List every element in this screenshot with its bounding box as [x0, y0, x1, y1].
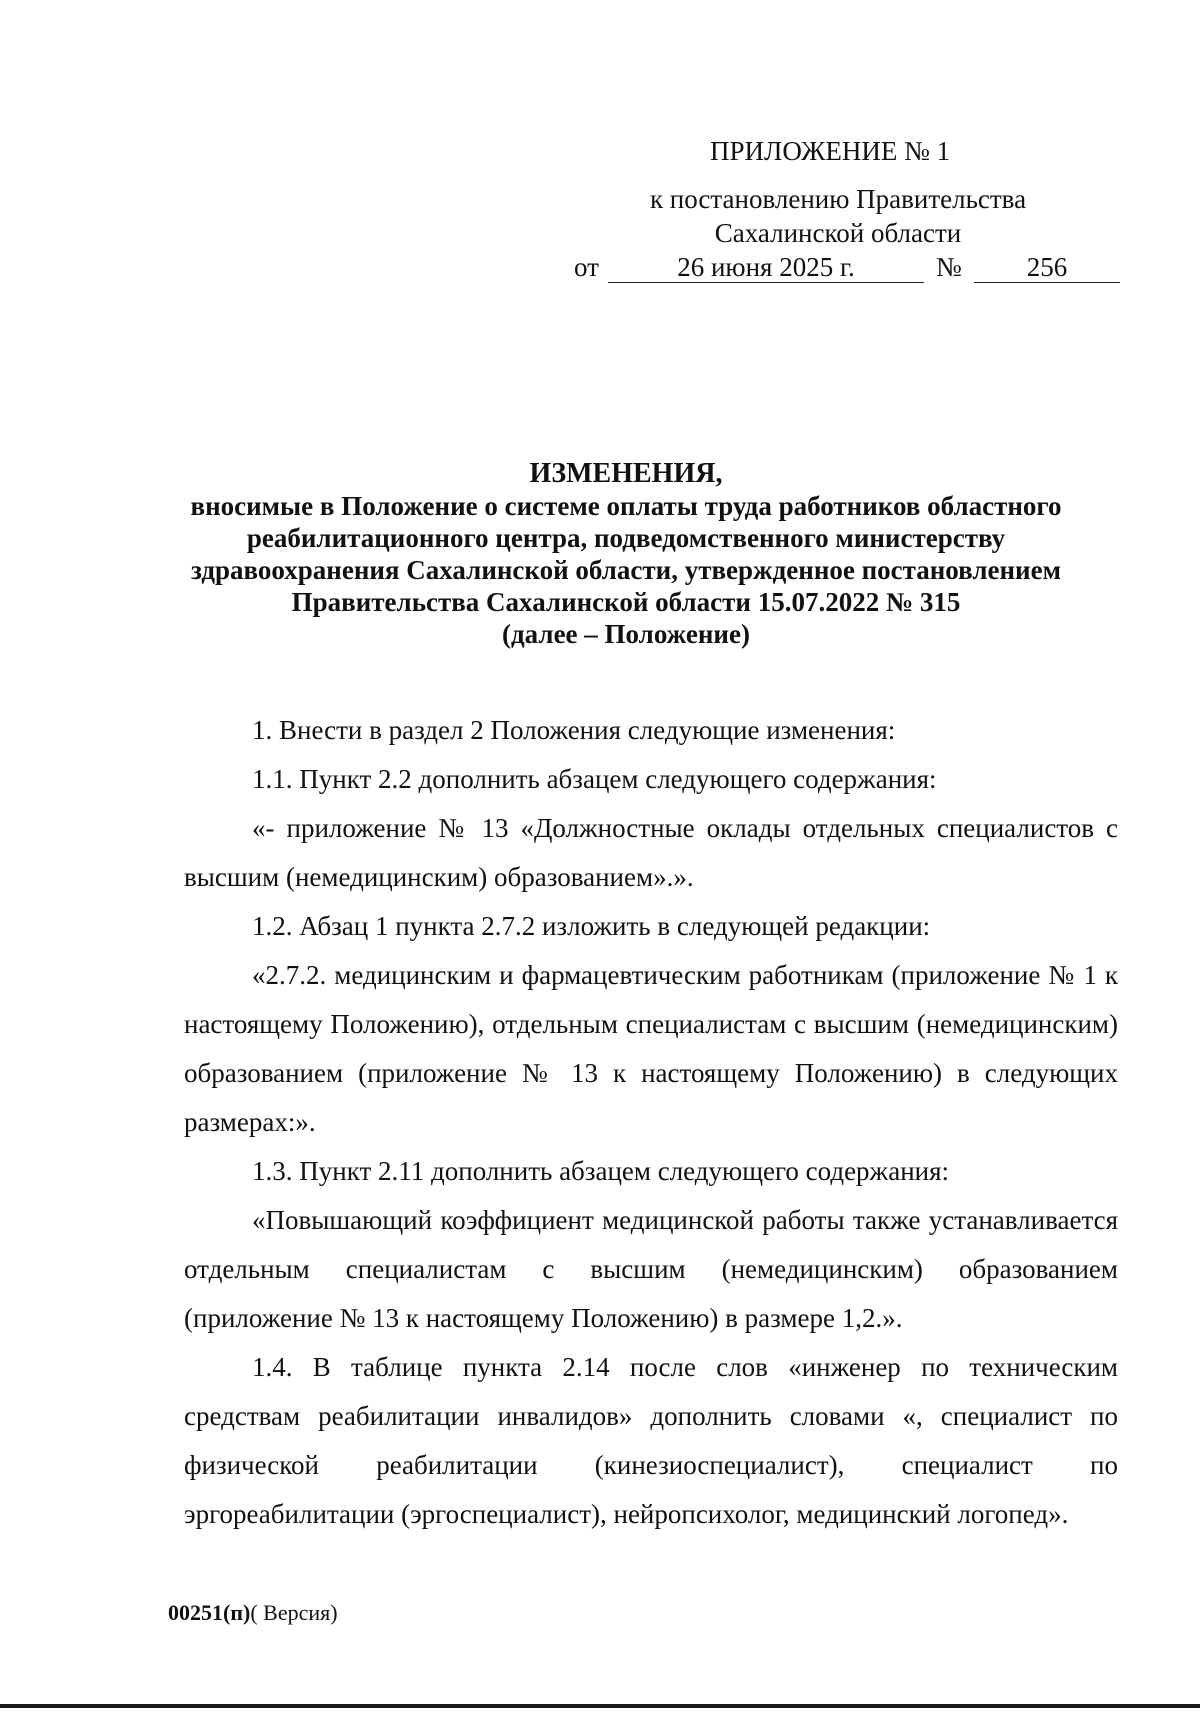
paragraph-1-3: 1.3. Пункт 2.11 дополнить абзацем следующего содержания:	[252, 1156, 950, 1186]
paragraph-1-1: 1.1. Пункт 2.2 дополнить абзацем следующего содержания:	[252, 764, 937, 794]
date-prefix: от	[574, 252, 599, 282]
document-code: 00251(п)	[168, 1600, 251, 1625]
annex-title: ПРИЛОЖЕНИЕ № 1	[710, 136, 951, 166]
paragraph-quote-3: «Повышающий коэффициент медицинской работы также устанавливается отдельным специалистам с высшим (немедицинским) образованием (приложение № 13 к настоящему Положению) в размере 1,2.».	[184, 1205, 1118, 1333]
paragraph-1-4: 1.4. В таблице пункта 2.14 после слов «инженер по техническим средствам реабилитации инвалидов» дополнить словами «, специалист по физической реабилитации (кинезиоспециалист), специалист по эргореабилитации (эргоспециалист), нейропсихолог, медицинский логопед».	[184, 1352, 1118, 1529]
paragraph-quote-1: «- приложение № 13 «Должностные оклады отдельных специалистов с высшим (немедицинским) образованием».».	[184, 813, 1118, 892]
annex-line-2: Сахалинской области	[714, 218, 962, 248]
title-line-3: здравоохранения Сахалинской области, утвержденное постановлением	[191, 555, 1061, 585]
title-line-1: вносимые в Положение о системе оплаты труда работников областного	[190, 491, 1062, 521]
date-field: 26 июня 2025 г.	[608, 252, 924, 283]
paragraph-quote-2: «2.7.2. медицинским и фармацевтическим работникам (приложение № 1 к настоящему Положению), отдельным специалистам с высшим (немедицинским) образованием (приложение № 13 к настоящему Положению) в следующих размерах:».	[184, 960, 1118, 1137]
number-sign: №	[936, 252, 962, 282]
document-body	[184, 706, 1118, 1539]
document-version: ( Версия)	[250, 1600, 338, 1625]
bottom-border-line	[0, 1704, 1200, 1708]
paragraph-1-2: 1.2. Абзац 1 пункта 2.7.2 изложить в следующей редакции:	[252, 911, 931, 941]
date-number-row	[574, 252, 1120, 286]
title-line-5: (далее – Положение)	[502, 619, 750, 649]
number-field: 256	[974, 252, 1120, 283]
document-title	[150, 458, 1102, 650]
title-line-2: реабилитационного центра, подведомственного министерству	[246, 523, 1006, 553]
title-line-4: Правительства Сахалинской области 15.07.2022 № 315	[291, 587, 961, 617]
title-main: ИЗМЕНЕНИЯ,	[529, 458, 723, 489]
annex-line-1: к постановлению Правительства	[649, 184, 1027, 214]
paragraph-1: 1. Внести в раздел 2 Положения следующие изменения:	[252, 715, 896, 745]
footer-code	[168, 1600, 338, 1626]
